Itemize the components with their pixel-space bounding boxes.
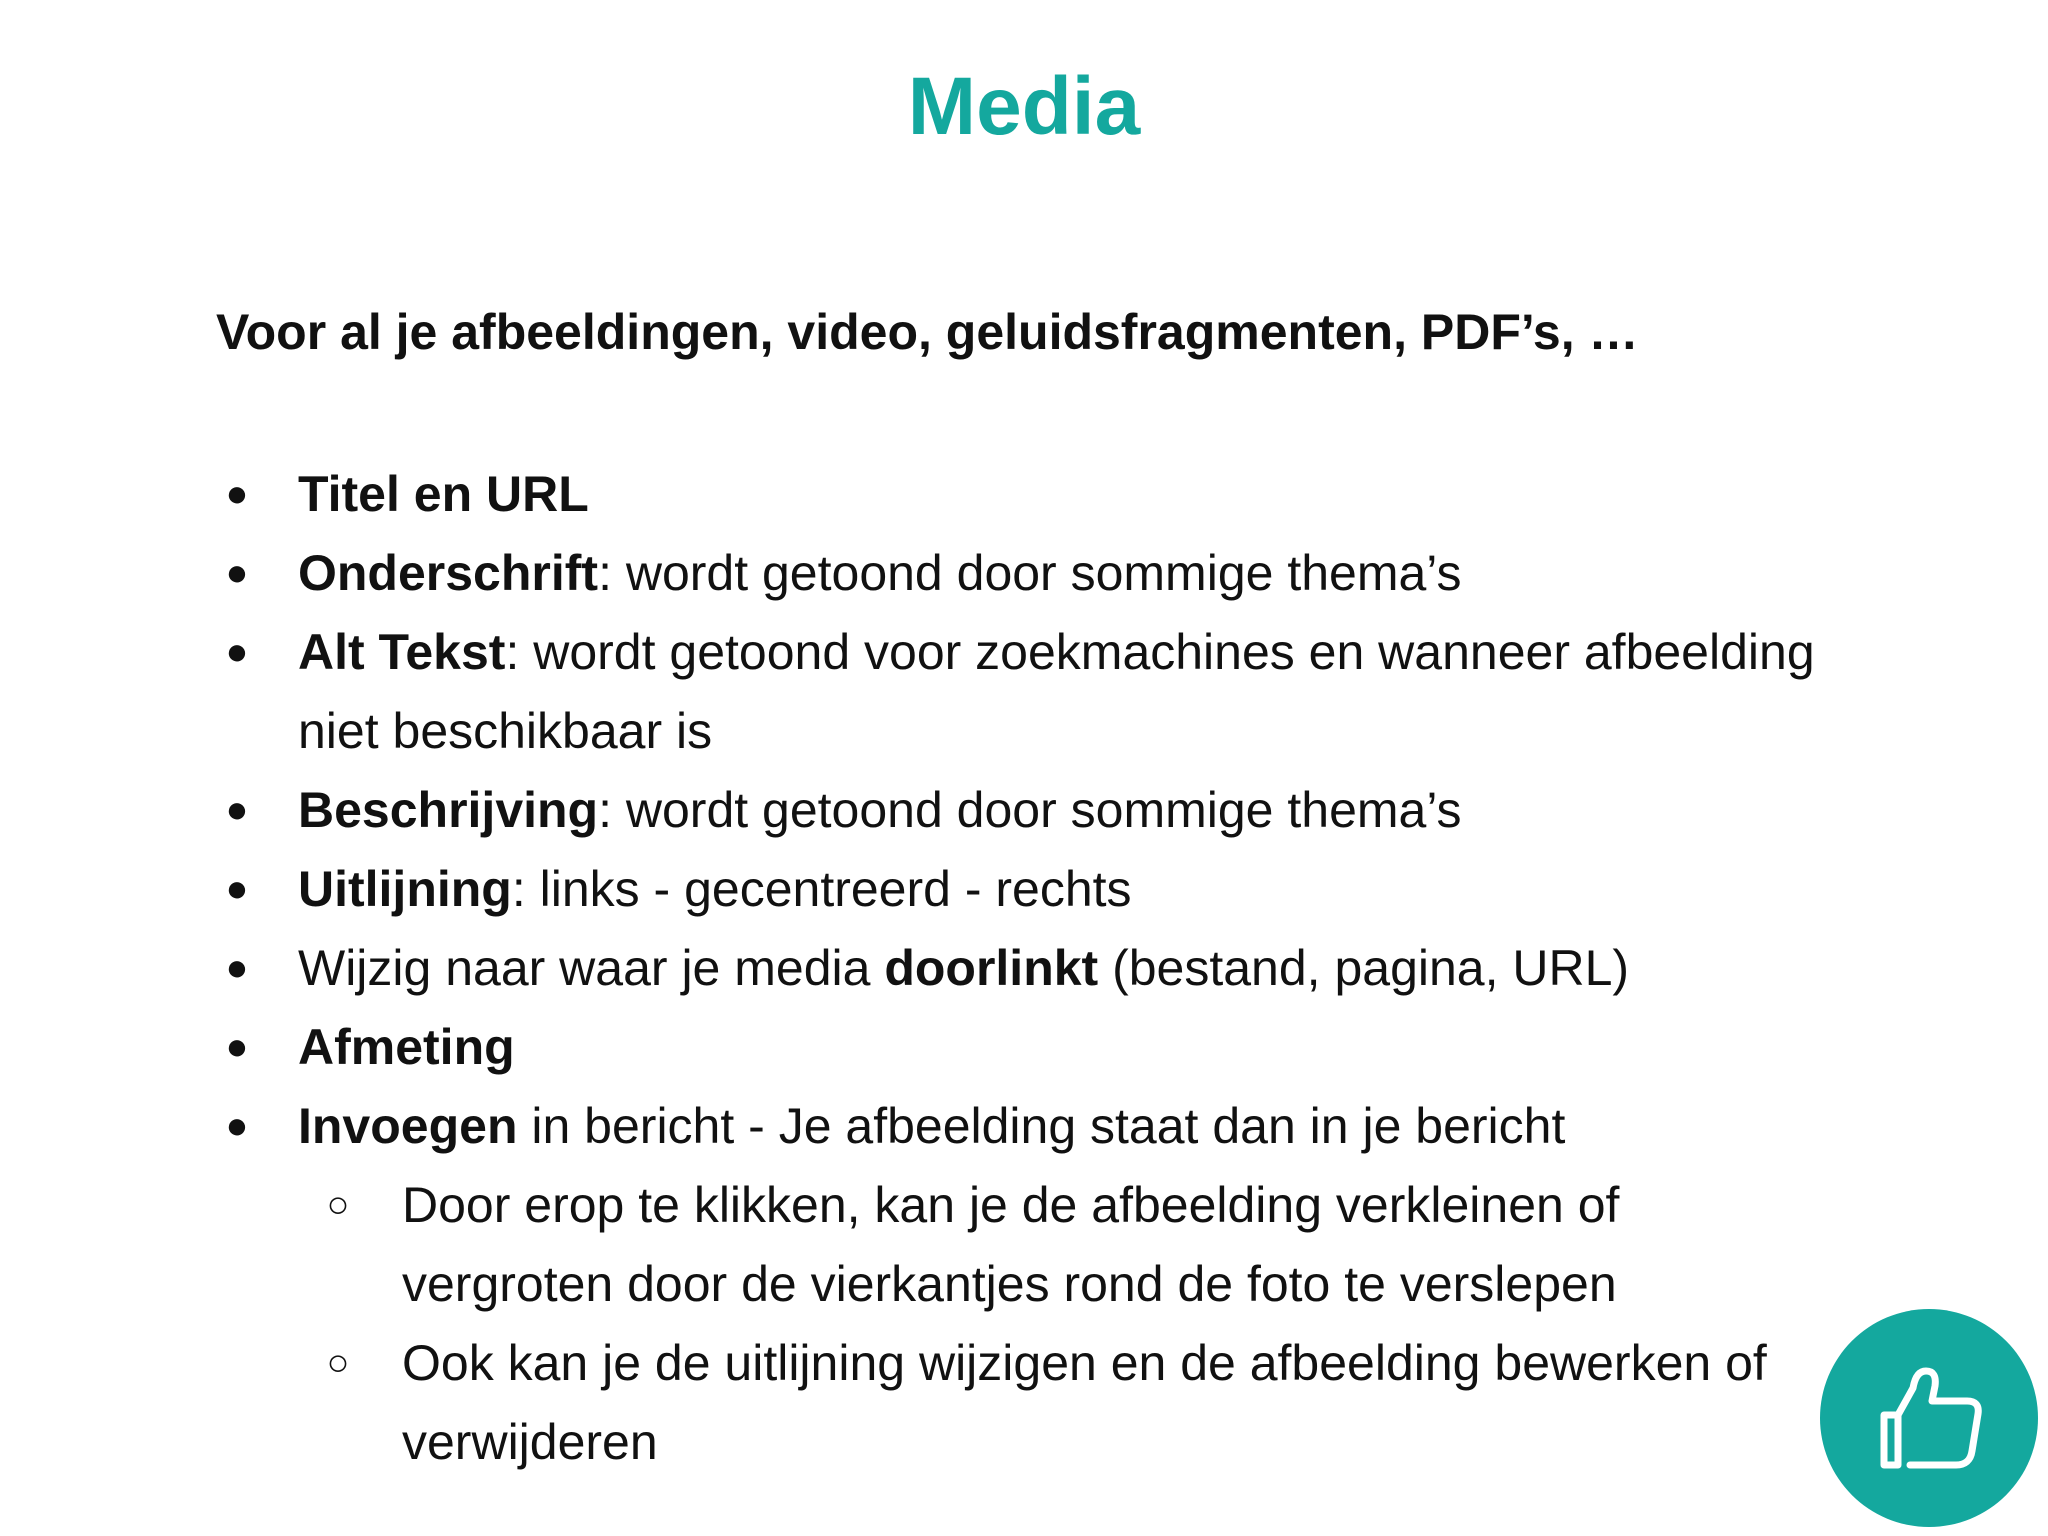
item-label: Titel en URL (298, 466, 589, 522)
list-item-beschrijving (216, 771, 1816, 850)
item-label: Uitlijning (298, 861, 512, 917)
slide-title: Media (907, 61, 1141, 152)
item-label: Invoegen (298, 1098, 518, 1154)
list-item-afmeting (216, 1008, 1816, 1087)
sub-list-item-edit (216, 1324, 1816, 1482)
bullet-marker: ● (225, 552, 249, 594)
list-item-invoegen (216, 1087, 1816, 1166)
item-text: in bericht - Je afbeelding staat dan in je bericht (517, 1098, 1566, 1154)
list-item-uitlijning (216, 850, 1816, 929)
thumbs-up-icon (1864, 1353, 1994, 1483)
list-item-alt-tekst (216, 613, 1816, 771)
bullet-marker: ● (225, 789, 249, 831)
thumbs-up-badge (1820, 1309, 2038, 1527)
sub-list-item-resize (216, 1166, 1816, 1324)
bullet-list (216, 455, 1816, 1482)
item-text: : wordt getoond door sommige thema’s (598, 545, 1462, 601)
item-text-after: (bestand, pagina, URL) (1098, 940, 1630, 996)
bullet-marker: ● (225, 473, 249, 515)
item-text: : wordt getoond door sommige thema’s (598, 782, 1462, 838)
item-label: Alt Tekst (298, 624, 506, 680)
sub-item-text: Door erop te klikken, kan je de afbeelding verkleinen of vergroten door de vierkantjes rond de foto te verslepen (402, 1177, 1620, 1312)
list-item-titel (216, 455, 1816, 534)
intro-text: Voor al je afbeeldingen, video, geluidsfragmenten, PDF’s, … (216, 304, 1639, 360)
item-label: Beschrijving (298, 782, 599, 838)
item-text: : links - gecentreerd - rechts (511, 861, 1132, 917)
bullet-marker: ● (225, 1105, 249, 1147)
bullet-marker: ● (225, 947, 249, 989)
bullet-marker: ● (225, 1026, 249, 1068)
list-item-doorlinkt (216, 929, 1816, 1008)
sub-item-text: Ook kan je de uitlijning wijzigen en de afbeelding bewerken of verwijderen (402, 1335, 1767, 1470)
item-text-before: Wijzig naar waar je media (298, 940, 885, 996)
item-label: Afmeting (298, 1019, 515, 1075)
bullet-marker: ● (225, 868, 249, 910)
item-text: : wordt getoond voor zoekmachines en wanneer afbeelding niet beschikbaar is (298, 624, 1815, 759)
item-label: Onderschrift (298, 545, 599, 601)
bullet-marker: ● (225, 631, 249, 673)
sub-bullet-marker: ○ (326, 1184, 350, 1226)
sub-bullet-marker: ○ (326, 1342, 350, 1384)
item-label: doorlinkt (884, 940, 1099, 996)
list-item-onderschrift (216, 534, 1816, 613)
